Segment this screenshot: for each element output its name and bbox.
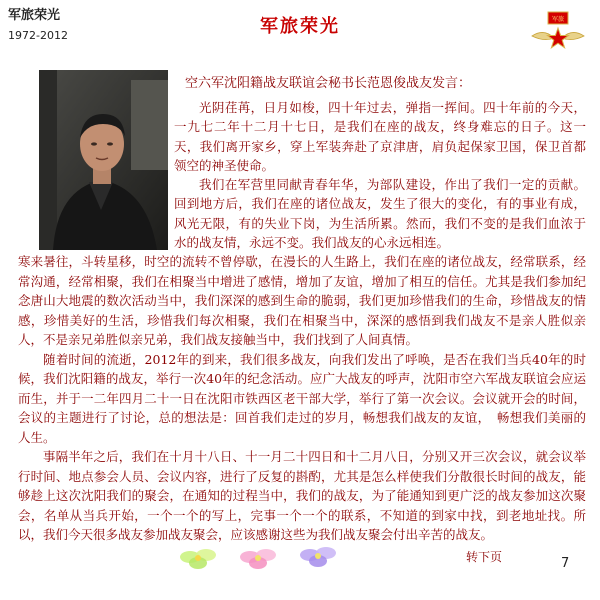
continue-next-page: 转下页 (466, 550, 503, 564)
badge-text: 军旅 (551, 16, 565, 23)
text-body (18, 252, 586, 545)
page-title: 军旅荣光 (260, 16, 340, 37)
air-force-emblem-icon (530, 10, 586, 54)
page-number: 7 (561, 556, 570, 571)
paragraph-4: 事隔半年之后，我们在十月十八日、十一月二十四日和十二月八日，分别又开三次会议，就会议举行时间、地点参会人员、会议内容，进行了反复的斟酌，尤其是怎么样使我们分散很长时间的战友，能够趁上这次沈阳我们的聚会，在通知的过程当中，我们的战友，为了能通知到更广泛的战友参加这次聚会，名单从当兵开始，一个一个的写上，完事一个一个的联系，不知道的到家中找，到老地址找。所以，我们今天很多战友参加战友聚会，应该感谢这些为我们战友聚会付出辛苦的战友。 (18, 449, 586, 542)
green-flower-icon (180, 549, 216, 569)
purple-flower-icon (300, 547, 336, 567)
speaker-photo (39, 70, 168, 250)
pink-flower-icon (240, 549, 276, 569)
header-years: 1972-2012 (8, 29, 68, 42)
text-column (174, 98, 586, 252)
paragraph-3: 随着时间的流逝，2012年的到来，我们很多战友，向我们发出了呼唤，是否在我们当兵40年的时候，我们沈阳籍的战友，举行一次40年的纪念活动。应广大战友的呼声，沈阳市空六军战友联谊会应运而生，并于一二年四月二十一日在沈阳市铁西区老干部大学，举行了第一次会议。会议就开会的时间，会议的主题进行了讨论，总的想法是：回首我们走过的岁月，畅想我们战友的友谊， 畅想我们美丽的人生。 (18, 351, 586, 445)
speech-heading: 空六军沈阳籍战友联谊会秘书长范恩俊战友发言： (185, 76, 472, 91)
header-title: 军旅荣光 (8, 8, 61, 23)
flower-decoration (176, 540, 356, 574)
paragraph-2b: 寒来暑往，斗转星移，时空的流转不曾停歇，在漫长的人生路上，我们在座的诸位战友，经常联系，经常沟通，经常相聚，我们在相聚当中增进了感情，增加了友谊，增加了相互的信任。尤其是我们参加纪念唐山大地震的数次活动当中，我们深深的感到生命的脆弱，我们更加珍惜我们的生命，珍惜战友的情感，珍惜美好的生活，珍惜我们每次相聚，我们在相聚当中，深深的感悟到我们战友不是亲人胜似亲人，不是亲兄弟胜似亲兄弟，我们战友接触当中，我们找到了人间真情。 (18, 254, 586, 347)
paragraph-1: 光阴荏苒，日月如梭，四十年过去，弹指一挥间。四十年前的今天，一九七二年十二月十七日，是我们在座的战友，终身难忘的日子。这一天，我们离开家乡，穿上军装奔赴了京津唐，肩负起保家卫国，保卫首都领空的神圣使命。 (174, 100, 586, 173)
paragraph-2a: 我们在军营里同献青春年华，为部队建设，作出了我们一定的贡献。回到地方后，我们在座的诸位战友，发生了很大的变化，有的事业有成，风光无限，有的失业下岗，为生活所累。然而，我们不变的是我们血浓于水的战友情，永远不变。我们战友的心永远相连。 (174, 177, 586, 251)
